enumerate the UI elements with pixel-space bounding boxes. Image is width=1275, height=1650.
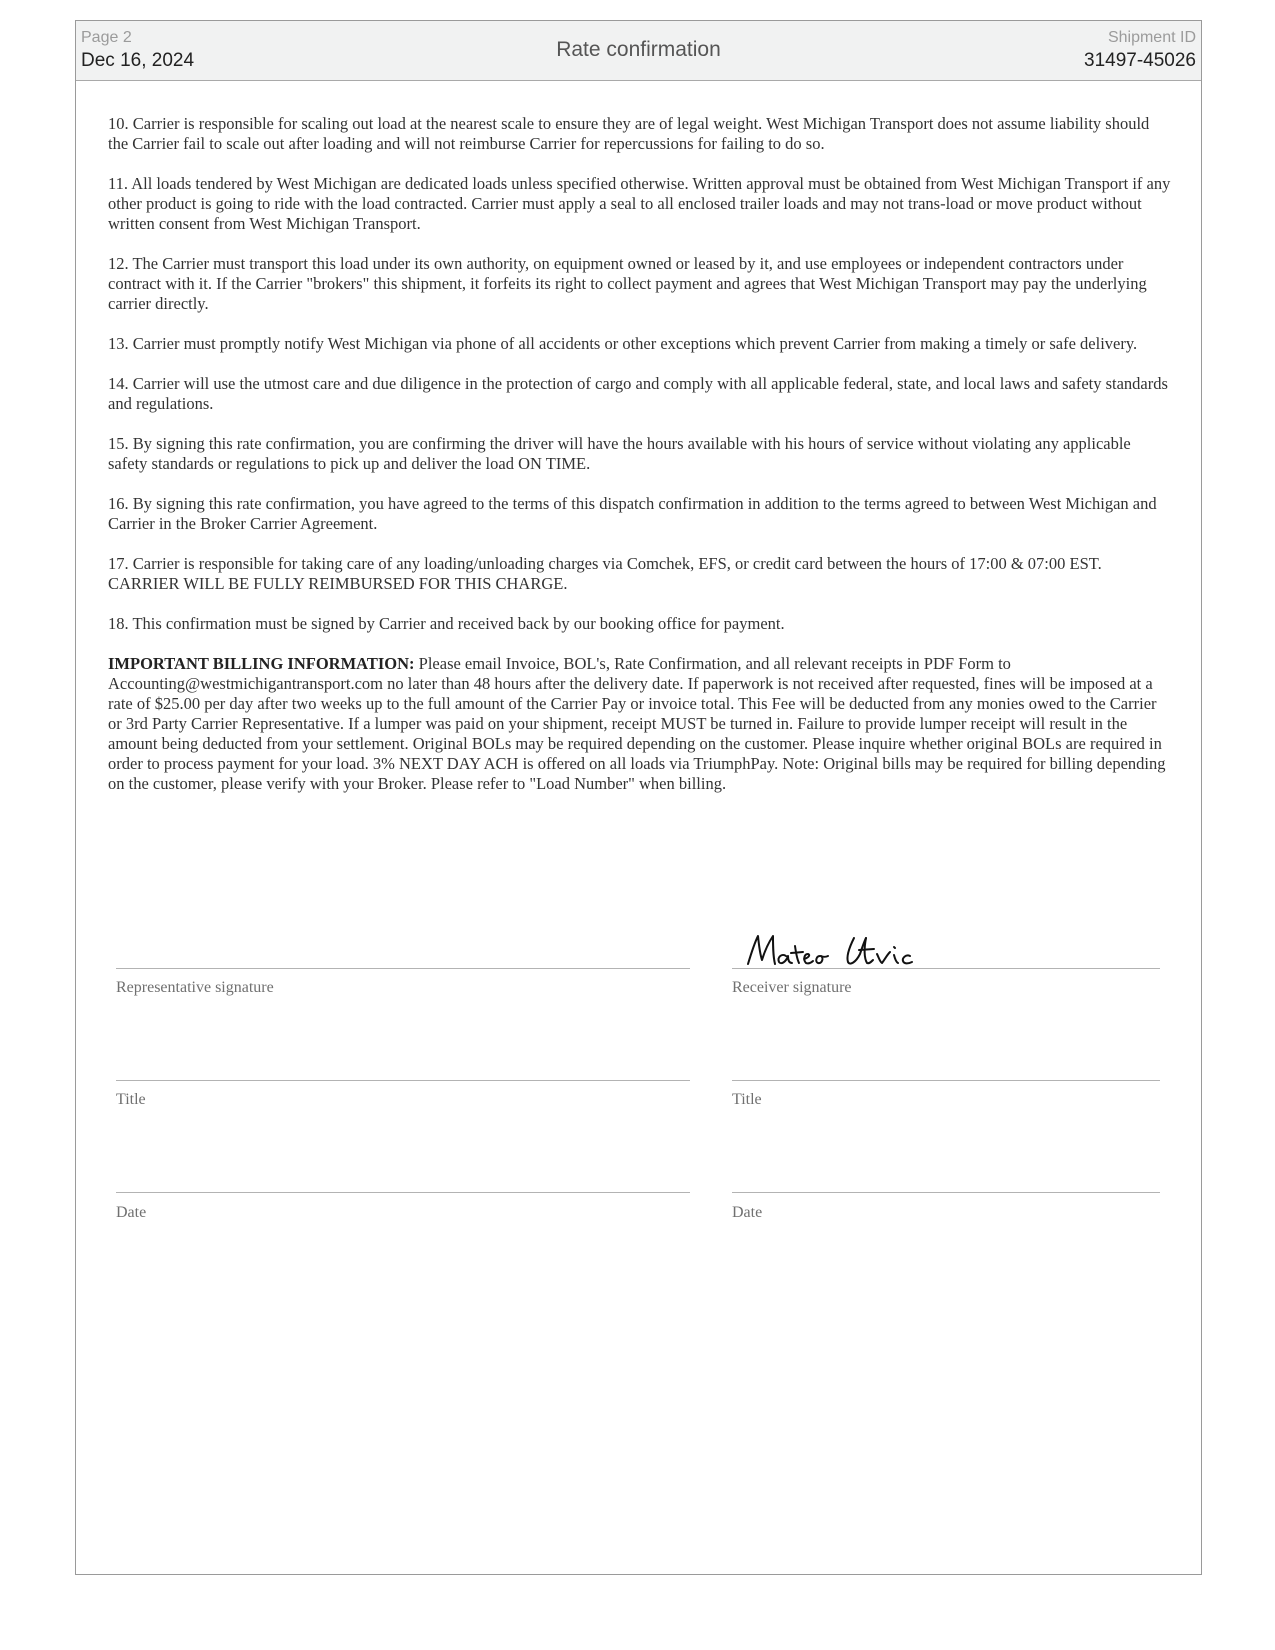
header-right [1084, 28, 1196, 74]
term-16: 16. By signing this rate confirmation, you have agreed to the terms of this dispatch confirmation in addition to the terms agreed to between West Michigan and Carrier in the Broker Carrier Agreement. [108, 494, 1157, 533]
receiver-title-label: Title [732, 1091, 762, 1108]
receiver-date-label: Date [732, 1204, 763, 1221]
shipment-id-value: 31497-45026 [1084, 50, 1196, 71]
term-11: 11. All loads tendered by West Michigan are dedicated loads unless specified otherwise. Written approval must be obtained from West Michigan Transport if any other product is going to ride with the load contracted. Carrier must apply a seal to all enclosed trailer loads and may not trans-load or move product without written consent from West Michigan Transport. [108, 174, 1171, 233]
representative-signature-line[interactable] [116, 968, 690, 969]
page-number: Page 2 [81, 29, 132, 46]
representative-title-line[interactable] [116, 1080, 690, 1081]
shipment-id-label: Shipment ID [1107, 29, 1196, 46]
receiver-signature-label: Receiver signature [732, 979, 852, 996]
term-10: 10. Carrier is responsible for scaling out load at the nearest scale to ensure they are of legal weight. West Michigan Transport does not assume liability should the Carrier fail to scale out after loading and will not reimburse Carrier for repercussions for failing to do so. [108, 114, 1150, 153]
document-date: Dec 16, 2024 [81, 50, 195, 71]
receiver-signature-line[interactable] [732, 968, 1160, 969]
representative-date-label: Date [116, 1204, 147, 1221]
terms-section [108, 114, 1172, 814]
billing-text: Please email Invoice, BOL's, Rate Confirmation, and all relevant receipts in PDF Form to Accounting@westmichigantransport.com no later than 48 hours after the delivery date. If paperwork is not received after requested, fines will be imposed at a rate of $25.00 per day after two weeks up to the full amount of the Carrier Pay or invoice total. This Fee will be deducted from any monies owed to the Carrier or 3rd Party Carrier Representative. If a lumper was paid on your shipment, receipt MUST be turned in. Failure to provide lumper receipt will result in the amount being deducted from your settlement. Original BOLs may be required depending on the customer. Please inquire whether original BOLs are required in order to process payment for your load. 3% NEXT DAY ACH is offered on all loads via TriumphPay. Note: Original bills may be required for billing depending on the customer, please verify with your Broker. Please refer to "Load Number" when billing. [108, 654, 1166, 793]
term-14: 14. Carrier will use the utmost care and due diligence in the protection of cargo and comply with all applicable federal, state, and local laws and safety standards and regulations. [108, 374, 1168, 413]
term-18: 18. This confirmation must be signed by Carrier and received back by our booking office for payment. [108, 614, 785, 633]
term-13: 13. Carrier must promptly notify West Michigan via phone of all accidents or other exceptions which prevent Carrier from making a timely or safe delivery. [108, 334, 1138, 353]
term-17: 17. Carrier is responsible for taking care of any loading/unloading charges via Comchek, EFS, or credit card between the hours of 17:00 & 07:00 EST. CARRIER WILL BE FULLY REIMBURSED FOR THIS CHARGE. [108, 554, 1102, 593]
receiver-title-line[interactable] [732, 1080, 1160, 1081]
receiver-date-line[interactable] [732, 1192, 1160, 1193]
representative-title-label: Title [116, 1091, 146, 1108]
term-12: 12. The Carrier must transport this load under its own authority, on equipment owned or leased by it, and use employees or independent contractors under contract with it. If the Carrier "brokers" this shipment, it forfeits its right to collect payment and agrees that West Michigan Transport may pay the underlying carrier directly. [108, 254, 1147, 313]
page-header [76, 21, 1201, 81]
representative-signature-label: Representative signature [116, 979, 274, 996]
billing-heading: IMPORTANT BILLING INFORMATION: [108, 654, 415, 673]
document-title: Rate confirmation [556, 38, 721, 61]
document-page [75, 20, 1202, 1575]
term-15: 15. By signing this rate confirmation, you are confirming the driver will have the hours available with his hours of service without violating any applicable safety standards or regulations to pick up and deliver the load ON TIME. [108, 434, 1131, 473]
representative-date-line[interactable] [116, 1192, 690, 1193]
billing-information [108, 654, 1172, 794]
